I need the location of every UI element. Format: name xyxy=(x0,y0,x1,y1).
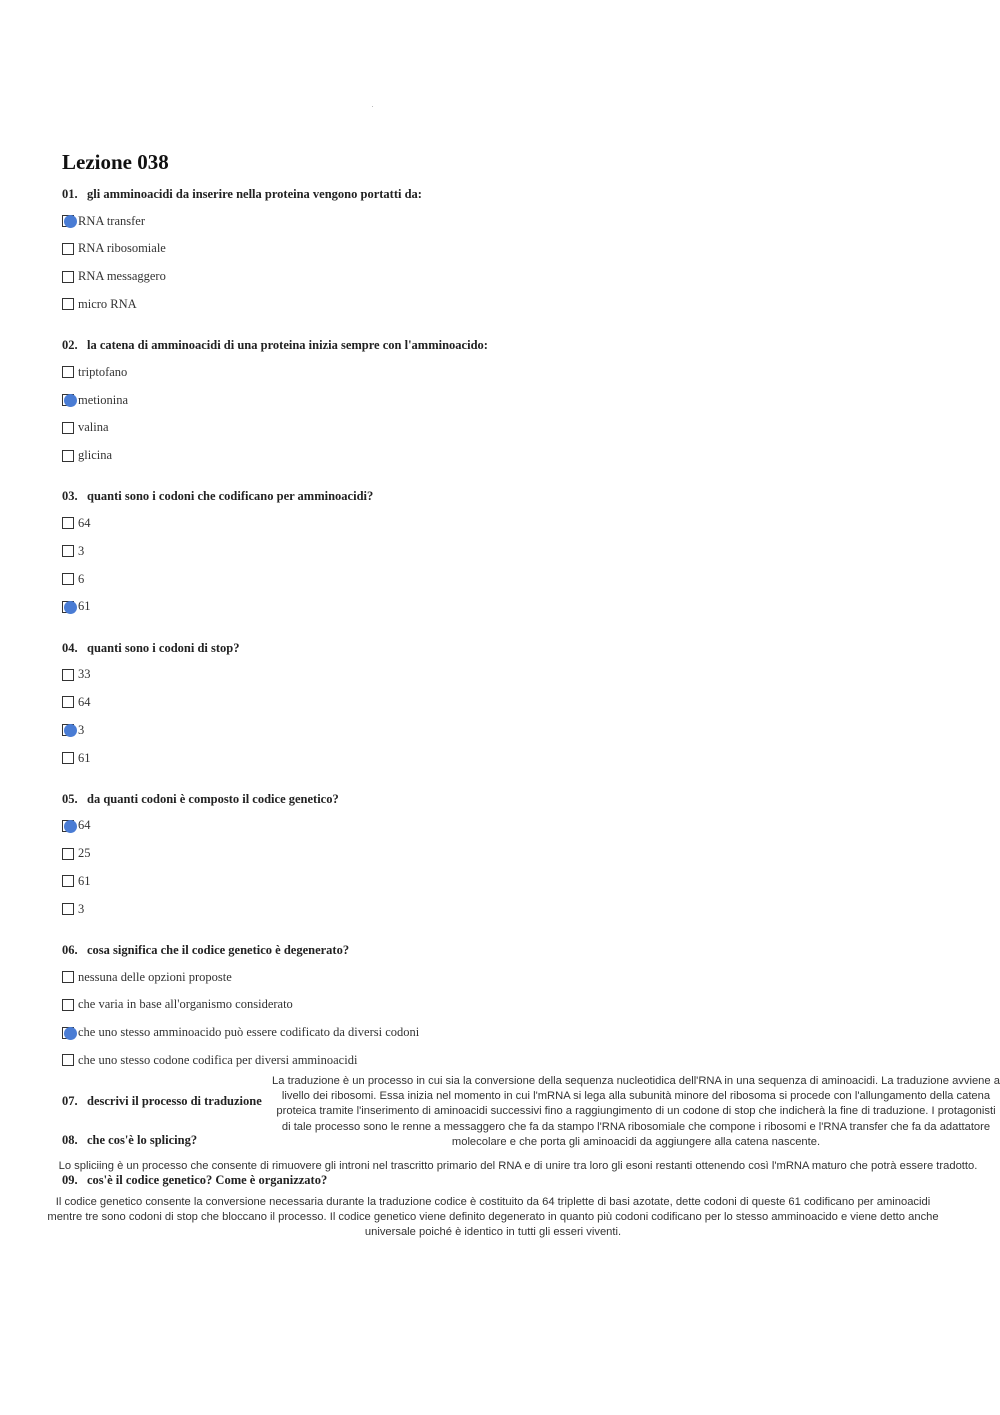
checkbox-checked[interactable] xyxy=(62,820,74,832)
question-number: 08. xyxy=(62,1133,78,1147)
option-label: che uno stesso codone codifica per diversi amminoacidi xyxy=(78,1052,358,1067)
checkbox[interactable] xyxy=(62,422,74,434)
option-label: triptofano xyxy=(78,364,128,379)
option-label: 25 xyxy=(78,846,91,861)
question-text: cosa significa che il codice genetico è degenerato? xyxy=(87,943,350,957)
answer-option[interactable] xyxy=(62,571,84,587)
answer-option[interactable] xyxy=(62,213,145,229)
question-03 xyxy=(62,489,962,504)
option-label: 3 xyxy=(78,543,85,558)
option-label: 33 xyxy=(78,667,91,682)
answer-option[interactable] xyxy=(62,448,112,464)
selected-dot-icon xyxy=(64,394,77,407)
checkbox[interactable] xyxy=(62,366,74,378)
option-label: che varia in base all'organismo considerato xyxy=(78,997,293,1012)
question-number: 05. xyxy=(62,791,78,806)
answer-09-text: Il codice genetico consente la conversione necessaria durante la traduzione codice è costituito da 64 triplette di basi azotate, dette codoni di queste 61 codificano per aminoacidi mentre tre sono codoni di stop che bloccano il processo. Il codice genetico viene definito degenerato in quanto più codoni codificano per lo stesso amminoacido e viene detto anche universale poiché è identico in tutti gli esseri viventi. xyxy=(47,1196,939,1239)
option-label: 64 xyxy=(78,694,91,709)
checkbox[interactable] xyxy=(62,450,74,462)
checkbox[interactable] xyxy=(62,752,74,764)
answer-option[interactable] xyxy=(62,818,91,834)
checkbox-checked[interactable] xyxy=(62,394,74,406)
answer-08-text: Lo spliciing è un processo che consente di rimuovere gli introni nel trascritto primario del RNA e di unire tra loro gli esoni restanti ottenendo così l'mRNA maturo che potrà essere tradotto. xyxy=(58,1160,978,1172)
checkbox[interactable] xyxy=(62,999,74,1011)
answer-option[interactable] xyxy=(62,846,91,862)
question-number: 04. xyxy=(62,640,78,655)
question-text: gli amminoacidi da inserire nella proteina vengono portatti da: xyxy=(87,187,422,201)
question-09 xyxy=(62,1173,962,1188)
option-label: nessuna delle opzioni proposte xyxy=(78,969,232,984)
checkbox[interactable] xyxy=(62,1054,74,1066)
option-label: 3 xyxy=(78,722,85,737)
answer-option[interactable] xyxy=(62,241,166,257)
option-label: 61 xyxy=(78,750,91,765)
answer-option[interactable] xyxy=(62,420,109,436)
option-label: valina xyxy=(78,420,109,435)
checkbox[interactable] xyxy=(62,298,74,310)
question-text: la catena di amminoacidi di una proteina inizia sempre con l'amminoacido: xyxy=(87,338,488,353)
question-text: cos'è il codice genetico? Come è organizzato? xyxy=(87,1173,328,1187)
answer-option[interactable] xyxy=(62,667,91,683)
selected-dot-icon xyxy=(64,601,77,614)
checkbox[interactable] xyxy=(62,971,74,983)
answer-option[interactable] xyxy=(62,543,84,559)
question-02 xyxy=(62,338,962,353)
answer-07-text: La traduzione è un processo in cui sia la conversione della sequenza nucleotidica dell'RNA in una sequenza di aminoacidi. La traduzione avviene a livello dei ribosomi. Essa inizia nel momento in cui l'mRNA si lega alla subunità minore del ribosoma si procede con l'allungamento della catena proteica tramite l'inserimento di aminoacidi successivi fino a raggiungimento di un codone di stop che indicherà la fine di traduzione. I protagonisti di tale processo sono le renne a messaggero che fa da stampo l'RNA ribosomiale che compone i ribosomi e l'RNA transfer che fa da adattatore molecolare e che porta gli aminoacidi da aggiungere alla catena nascente. xyxy=(272,1075,1000,1148)
selected-dot-icon xyxy=(64,1027,77,1040)
checkbox[interactable] xyxy=(62,271,74,283)
question-08 xyxy=(62,1133,962,1148)
answer-option[interactable] xyxy=(62,1025,419,1041)
option-label: 61 xyxy=(78,873,91,888)
question-01 xyxy=(62,187,962,202)
question-text: da quanti codoni è composto il codice genetico? xyxy=(87,791,339,806)
question-number: 03. xyxy=(62,489,78,504)
question-number: 09. xyxy=(62,1173,78,1187)
answer-option[interactable] xyxy=(62,296,137,312)
checkbox[interactable] xyxy=(62,903,74,915)
option-label: che uno stesso amminoacido può essere codificato da diversi codoni xyxy=(78,1025,420,1040)
answer-option[interactable] xyxy=(62,997,293,1013)
question-number: 01. xyxy=(62,187,78,201)
option-label: RNA messaggero xyxy=(78,269,166,284)
checkbox[interactable] xyxy=(62,517,74,529)
question-05 xyxy=(62,792,962,807)
option-label: RNA transfer xyxy=(78,213,145,228)
answer-option[interactable] xyxy=(62,599,91,615)
answer-option[interactable] xyxy=(62,969,232,985)
question-text: descrivi il processo di traduzione xyxy=(87,1094,262,1108)
question-04 xyxy=(62,641,962,656)
question-number: 06. xyxy=(62,943,78,957)
question-text: quanti sono i codoni che codificano per amminoacidi? xyxy=(87,489,374,504)
question-number: 02. xyxy=(62,338,78,353)
answer-option[interactable] xyxy=(62,392,128,408)
option-label: 61 xyxy=(78,599,91,614)
answer-option[interactable] xyxy=(62,750,91,766)
page-speck xyxy=(372,106,373,107)
checkbox[interactable] xyxy=(62,696,74,708)
question-text: quanti sono i codoni di stop? xyxy=(87,640,240,655)
selected-dot-icon xyxy=(64,724,77,737)
option-label: 6 xyxy=(78,571,85,586)
selected-dot-icon xyxy=(64,820,77,833)
option-label: 64 xyxy=(78,515,91,530)
answer-option[interactable] xyxy=(62,901,84,917)
question-text: che cos'è lo splicing? xyxy=(87,1133,198,1147)
option-label: metionina xyxy=(78,392,128,407)
option-label: 3 xyxy=(78,901,85,916)
checkbox[interactable] xyxy=(62,545,74,557)
question-number: 07. xyxy=(62,1094,78,1108)
checkbox[interactable] xyxy=(62,848,74,860)
checkbox-checked[interactable] xyxy=(62,724,74,736)
answer-option[interactable] xyxy=(62,873,91,889)
checkbox-checked[interactable] xyxy=(62,1027,74,1039)
answer-option[interactable] xyxy=(62,269,166,285)
option-label: glicina xyxy=(78,448,113,463)
lesson-title: Lezione 038 xyxy=(62,150,169,174)
checkbox[interactable] xyxy=(62,669,74,681)
checkbox[interactable] xyxy=(62,573,74,585)
answer-option[interactable] xyxy=(62,694,91,710)
answer-option[interactable] xyxy=(62,722,84,738)
option-label: RNA ribosomiale xyxy=(78,241,166,256)
selected-dot-icon xyxy=(64,215,77,228)
checkbox-checked[interactable] xyxy=(62,601,74,613)
checkbox-checked[interactable] xyxy=(62,215,74,227)
answer-option[interactable] xyxy=(62,515,91,531)
question-06 xyxy=(62,943,962,958)
answer-option[interactable] xyxy=(62,1052,357,1068)
option-label: micro RNA xyxy=(78,296,137,311)
answer-option[interactable] xyxy=(62,364,127,380)
option-label: 64 xyxy=(78,818,91,833)
checkbox[interactable] xyxy=(62,243,74,255)
checkbox[interactable] xyxy=(62,875,74,887)
